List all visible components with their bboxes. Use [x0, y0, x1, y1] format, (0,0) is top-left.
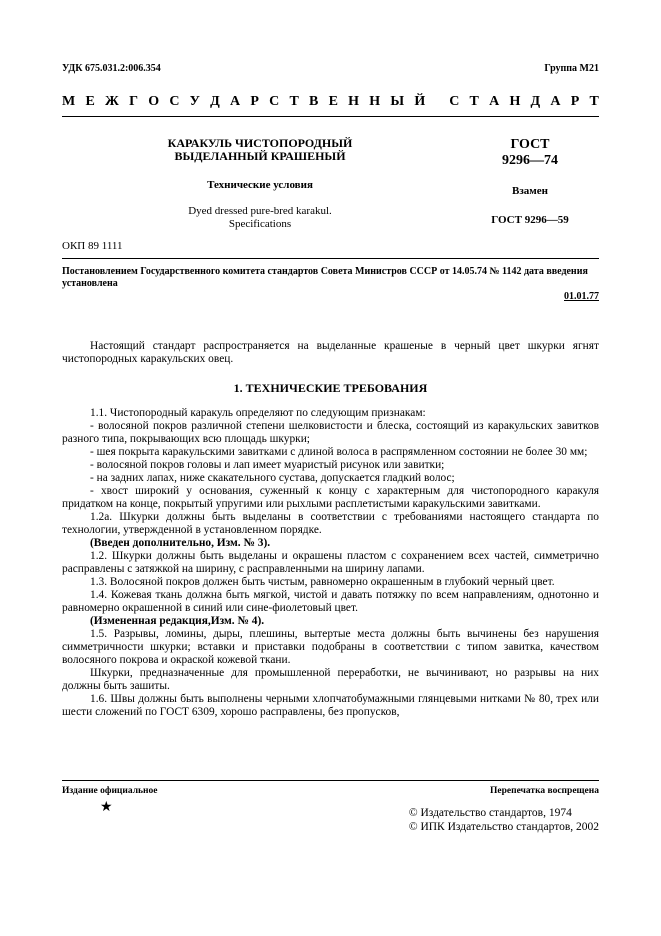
banner-letter: Т — [289, 94, 299, 109]
gost-block — [470, 137, 590, 227]
title-subtitle: Технические условия — [207, 179, 313, 191]
group-code: Группа М21 — [544, 63, 599, 74]
replaces-value: ГОСТ 9296—59 — [491, 214, 569, 226]
banner-letter: Д — [530, 94, 541, 109]
banner-letter: Т — [469, 94, 479, 109]
replaces-label: Взамен — [512, 185, 548, 197]
reprint-prohibited: Перепечатка воспрещена — [489, 786, 599, 796]
udk-code: УДК 675.031.2:006.354 — [62, 63, 161, 74]
banner-letter: Ж — [105, 94, 119, 109]
body-paragraph: 1.2а. Шкурки должны быть выделаны в соответствии с требованиями настоящего стандарта по технологии, утвержденной в установленном порядке. — [62, 511, 599, 536]
section-title: 1. ТЕХНИЧЕСКИЕ ТРЕБОВАНИЯ — [233, 381, 428, 395]
banner-letter: Н — [369, 94, 381, 109]
body-paragraph: 1.5. Разрывы, ломины, дыры, плешины, вытертые места должны быть вычинены без нарушения симметричности шкурки; вставки и приставки подобраны в соответствии с типом завитка, качеством волосяного покрова и окраской кожевой ткани. — [62, 628, 599, 666]
body-paragraph: Шкурки, предназначенные для промышленной переработки, не вычинивают, но разрывы на них должны быть зашиты. — [62, 667, 599, 692]
banner-letter: М — [62, 94, 76, 109]
banner-letter: С — [449, 94, 460, 109]
amendment-note-2: (Измененная редакция,Изм. № 4). — [90, 615, 265, 627]
english-title — [140, 205, 380, 231]
banner-letter: А — [489, 94, 500, 109]
body-paragraph: 1.4. Кожевая ткань должна быть мягкой, чистой и давать потяжку по всем направлениям, однотонно и равномерно окрашенной в синий или сине-фиолетовый цвет. — [62, 589, 599, 614]
banner-letter — [435, 94, 439, 110]
title-line-1: КАРАКУЛЬ ЧИСТОПОРОДНЫЙ — [167, 136, 353, 150]
body-paragraph: - шея покрыта каракульскими завитками с длиной волоса в распрямленном состоянии не более 30 мм; — [90, 446, 588, 458]
body-paragraph: - волосяной покров головы и лап имеет муаристый рисунок или завитки; — [90, 459, 445, 471]
intro-paragraph: Настоящий стандарт распространяется на выделанные крашеные в черный цвет шкурки ягнят чистопородных каракульских овец. — [62, 340, 599, 365]
body-paragraph: - волосяной покров различной степени шелковистости и блеска, состоящий из каракульских завитков разного типа, покрывающих всю площадь шкурки; — [62, 420, 599, 445]
decree-date: 01.01.77 — [564, 291, 599, 302]
body-paragraph: - хвост широкий у основания, суженный к концу с характерным для чистопородного каракуля придатком на конце, покрытый упругими или рыхлыми расплетистыми каракульскими завитками. — [62, 485, 599, 510]
banner-letter: Н — [509, 94, 521, 109]
banner-letter: О — [148, 94, 160, 109]
okp-code: ОКП 89 1111 — [62, 240, 123, 252]
body-paragraph: 1.2. Шкурки должны быть выделаны и окрашены пластом с сохранением всех частей, симметрично расправлены с затяжкой на ширину, с расправленными на ширину лапами. — [62, 550, 599, 575]
section-paragraphs-1 — [62, 407, 599, 537]
banner-letter: Й — [414, 94, 426, 109]
body-paragraph: 1.1. Чистопородный каракуль определяют по следующим признакам: — [90, 407, 426, 419]
banner-letter: У — [189, 94, 200, 109]
banner-letter: С — [169, 94, 180, 109]
document-body — [62, 340, 599, 719]
banner-letter: Т — [589, 94, 599, 109]
banner-rule — [62, 116, 599, 117]
star-icon: ★ — [100, 800, 113, 815]
standard-banner — [62, 94, 599, 110]
amendment-note-1: (Введен дополнительно, Изм. № 3). — [90, 537, 271, 549]
gost-label: ГОСТ — [510, 137, 550, 152]
banner-letter: Д — [210, 94, 220, 109]
banner-letter: А — [550, 94, 561, 109]
banner-letter: Г — [129, 94, 138, 109]
copyright-line-1: © Издательство стандартов, 1974 — [408, 807, 572, 819]
english-title-line-1: Dyed dressed pure-bred karakul. — [188, 205, 332, 217]
title-line-2: ВЫДЕЛАННЫЙ КРАШЕНЫЙ — [174, 149, 346, 163]
english-title-line-2: Specifications — [228, 218, 292, 230]
banner-letter: Ы — [390, 94, 405, 109]
banner-letter: С — [269, 94, 280, 109]
body-paragraph: - на задних лапах, ниже скакательного сустава, допускается гладкий волос; — [90, 472, 455, 484]
banner-letter: В — [309, 94, 319, 109]
banner-letter: Е — [328, 94, 338, 109]
banner-letter: Р — [570, 94, 580, 109]
body-paragraph: 1.3. Волосяной покров должен быть чистым, равномерно окрашенным в глубокий черный цвет. — [90, 576, 555, 588]
footer-rule — [62, 780, 599, 781]
title-block — [140, 137, 380, 231]
decree-text: Постановлением Государственного комитета стандартов Совета Министров СССР от 14.05.74 № 1142 дата введения установлена — [62, 266, 588, 289]
copyright-block — [409, 806, 599, 834]
section-paragraphs-3 — [62, 628, 599, 719]
banner-letter: Е — [85, 94, 95, 109]
section-paragraphs-2 — [62, 550, 599, 615]
body-paragraph: 1.6. Швы должны быть выполнены черными хлопчатобумажными глянцевыми нитками № 80, трех или шести сложений по ГОСТ 6309, хорошо расправлены, без пропусков, — [62, 693, 599, 718]
copyright-line-2: © ИПК Издательство стандартов, 2002 — [408, 821, 599, 833]
okp-rule — [62, 258, 599, 259]
banner-letter: Р — [250, 94, 259, 109]
banner-letter: А — [230, 94, 241, 109]
official-edition: Издание официальное — [62, 786, 158, 796]
banner-letter: Н — [348, 94, 360, 109]
gost-number: 9296—74 — [502, 153, 558, 168]
